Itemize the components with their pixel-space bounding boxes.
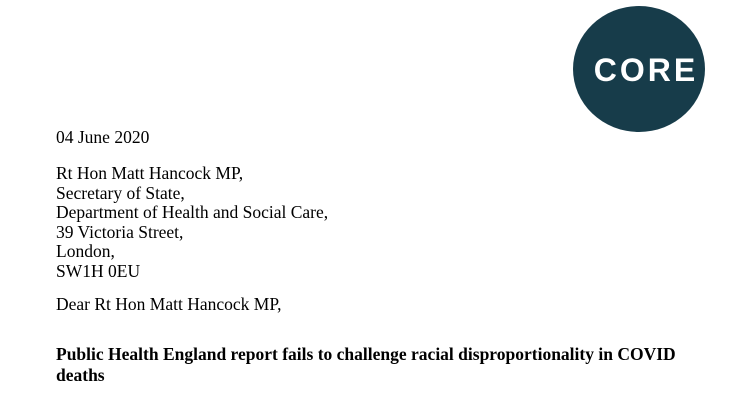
core-logo (573, 6, 705, 132)
address-line-city: London, (56, 241, 115, 262)
address-line-department: Department of Health and Social Care, (56, 202, 329, 223)
address-line-title: Secretary of State, (56, 182, 185, 203)
letter-salutation: Dear Rt Hon Matt Hancock MP, (56, 294, 282, 314)
address-line-postcode: SW1H 0EU (56, 260, 141, 281)
core-logo-text: CORE (593, 51, 699, 88)
letter-date: 04 June 2020 (56, 127, 150, 147)
address-line-street: 39 Victoria Street, (56, 221, 184, 242)
letter-subject-heading: Public Health England report fails to challenge racial disproportionality in COVID deaths (56, 344, 676, 385)
address-line-name: Rt Hon Matt Hancock MP, (56, 163, 244, 183)
recipient-address (56, 164, 328, 282)
